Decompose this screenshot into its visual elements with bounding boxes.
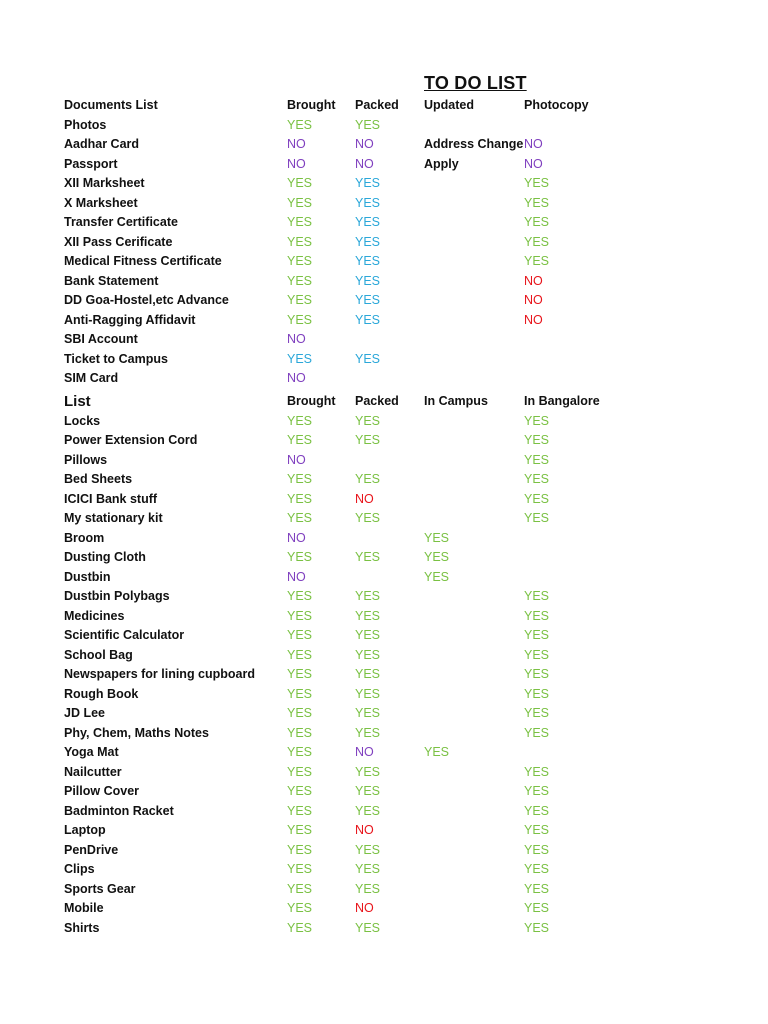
- item-label: PenDrive: [64, 842, 119, 857]
- documents-column-header: Documents List: [64, 98, 158, 112]
- status-value: YES: [355, 472, 381, 486]
- table-row: [0, 431, 768, 451]
- status-value: YES: [287, 667, 313, 681]
- item-label: XII Marksheet: [64, 176, 145, 190]
- documents-column-header: Packed: [355, 98, 399, 112]
- status-value: YES: [524, 842, 550, 857]
- status-value: YES: [287, 589, 313, 603]
- item-label: Bed Sheets: [64, 472, 133, 486]
- table-row: [0, 841, 768, 861]
- item-label: Pillows: [64, 452, 108, 467]
- table-row: [0, 451, 768, 471]
- table-row: [0, 646, 768, 666]
- status-value: YES: [524, 195, 550, 210]
- items-column-header: In Campus: [424, 394, 488, 408]
- table-row: [0, 685, 768, 705]
- table-row: [0, 291, 768, 311]
- item-label: ICICI Bank stuff: [64, 491, 158, 506]
- status-value: NO: [355, 823, 374, 837]
- status-value: YES: [287, 608, 313, 623]
- table-row: [0, 350, 768, 370]
- table-row: [0, 763, 768, 783]
- status-value: YES: [287, 823, 313, 837]
- items-column-header: In Bangalore: [524, 394, 600, 408]
- item-label: X Marksheet: [64, 195, 138, 210]
- status-value: YES: [524, 764, 550, 779]
- item-label: Rough Book: [64, 686, 139, 701]
- status-value: NO: [355, 901, 374, 915]
- table-row: [0, 509, 768, 529]
- status-value: NO: [287, 530, 306, 545]
- table-row: [0, 311, 768, 331]
- table-row: [0, 821, 768, 841]
- status-value: YES: [287, 628, 313, 642]
- table-row: [0, 724, 768, 744]
- status-value: YES: [355, 293, 381, 307]
- item-label: SIM Card: [64, 371, 119, 385]
- status-value: YES: [355, 764, 381, 779]
- table-row: [0, 802, 768, 822]
- table-row: [0, 919, 768, 939]
- table-row: [0, 233, 768, 253]
- status-value: YES: [355, 647, 381, 662]
- documents-header-row: [0, 96, 768, 116]
- status-value: YES: [355, 195, 381, 210]
- item-label: Pillow Cover: [64, 784, 140, 798]
- item-label: XII Pass Cerificate: [64, 234, 173, 249]
- item-label: Bank Statement: [64, 273, 159, 288]
- table-row: [0, 529, 768, 549]
- table-row: [0, 490, 768, 510]
- table-row: [0, 135, 768, 155]
- table-row: [0, 860, 768, 880]
- status-value: Address Change: [424, 137, 524, 151]
- table-row: [0, 194, 768, 214]
- status-value: YES: [287, 176, 313, 190]
- status-value: YES: [287, 215, 313, 229]
- status-value: NO: [287, 452, 306, 467]
- item-label: Anti-Ragging Affidavit: [64, 312, 196, 327]
- status-value: YES: [287, 491, 313, 506]
- status-value: YES: [524, 491, 550, 506]
- table-row: [0, 155, 768, 175]
- status-value: YES: [287, 234, 313, 249]
- item-label: Power Extension Cord: [64, 433, 198, 447]
- item-label: Nailcutter: [64, 764, 122, 779]
- status-value: YES: [287, 745, 313, 759]
- status-value: YES: [287, 195, 313, 210]
- table-row: [0, 252, 768, 272]
- status-value: YES: [287, 273, 313, 288]
- status-value: YES: [287, 686, 313, 701]
- status-value: NO: [355, 156, 374, 171]
- status-value: YES: [524, 589, 550, 603]
- item-label: School Bag: [64, 647, 133, 662]
- status-value: YES: [287, 862, 313, 876]
- item-label: Dustbin: [64, 569, 111, 584]
- status-value: NO: [287, 332, 306, 346]
- status-value: YES: [524, 511, 550, 525]
- table-row: [0, 568, 768, 588]
- status-value: NO: [524, 273, 543, 288]
- table-row: [0, 899, 768, 919]
- status-value: YES: [287, 784, 313, 798]
- status-value: NO: [524, 137, 543, 151]
- status-value: YES: [287, 901, 313, 915]
- status-value: YES: [287, 293, 313, 307]
- status-value: YES: [287, 433, 313, 447]
- status-value: YES: [424, 745, 450, 759]
- status-value: YES: [287, 413, 313, 428]
- table-row: [0, 369, 768, 389]
- status-value: YES: [287, 920, 313, 935]
- item-label: Clips: [64, 862, 95, 876]
- table-row: [0, 470, 768, 490]
- status-value: YES: [287, 312, 313, 327]
- item-label: Laptop: [64, 823, 106, 837]
- status-value: YES: [355, 413, 381, 428]
- items-column-header: List: [64, 393, 91, 410]
- status-value: YES: [287, 254, 313, 268]
- table-row: [0, 626, 768, 646]
- status-value: YES: [524, 176, 550, 190]
- table-row: [0, 412, 768, 432]
- status-value: YES: [355, 686, 381, 701]
- item-label: SBI Account: [64, 332, 138, 346]
- status-value: NO: [355, 491, 374, 506]
- status-value: YES: [287, 764, 313, 779]
- status-value: YES: [524, 628, 550, 642]
- item-label: Yoga Mat: [64, 745, 119, 759]
- items-column-header: Packed: [355, 394, 399, 408]
- item-label: Transfer Certificate: [64, 215, 178, 229]
- status-value: YES: [524, 823, 550, 837]
- table-row: [0, 782, 768, 802]
- item-label: Dusting Cloth: [64, 550, 146, 564]
- status-value: NO: [287, 569, 306, 584]
- status-value: YES: [355, 862, 381, 876]
- table-row: [0, 174, 768, 194]
- table-row: [0, 213, 768, 233]
- status-value: YES: [355, 215, 381, 229]
- item-label: Photos: [64, 117, 107, 132]
- status-value: YES: [355, 234, 381, 249]
- status-value: YES: [524, 686, 550, 701]
- table-row: [0, 880, 768, 900]
- status-value: YES: [524, 472, 550, 486]
- table-row: [0, 607, 768, 627]
- status-value: YES: [355, 550, 381, 564]
- status-value: YES: [355, 351, 381, 366]
- status-value: YES: [355, 842, 381, 857]
- status-value: YES: [355, 608, 381, 623]
- status-value: YES: [355, 725, 381, 740]
- item-label: Badminton Racket: [64, 803, 174, 818]
- item-label: Aadhar Card: [64, 137, 140, 151]
- documents-column-header: Photocopy: [524, 98, 589, 112]
- status-value: YES: [524, 254, 550, 268]
- item-label: Locks: [64, 413, 101, 428]
- item-label: DD Goa-Hostel,etc Advance: [64, 293, 229, 307]
- item-label: Scientific Calculator: [64, 628, 185, 642]
- item-label: Medical Fitness Certificate: [64, 254, 222, 268]
- status-value: YES: [287, 842, 313, 857]
- status-value: YES: [424, 530, 450, 545]
- status-value: Apply: [424, 156, 459, 171]
- status-value: YES: [355, 881, 381, 896]
- status-value: YES: [424, 550, 450, 564]
- item-label: Phy, Chem, Maths Notes: [64, 725, 209, 740]
- status-value: YES: [524, 234, 550, 249]
- status-value: YES: [287, 550, 313, 564]
- status-value: YES: [355, 667, 381, 681]
- status-value: NO: [355, 745, 374, 759]
- status-value: YES: [355, 176, 381, 190]
- status-value: YES: [287, 511, 313, 525]
- status-value: NO: [524, 293, 543, 307]
- status-value: YES: [287, 117, 313, 132]
- table-row: [0, 548, 768, 568]
- item-label: Ticket to Campus: [64, 351, 168, 366]
- table-row: [0, 272, 768, 292]
- status-value: YES: [287, 706, 313, 720]
- status-value: YES: [524, 215, 550, 229]
- status-value: YES: [524, 413, 550, 428]
- items-header-row: [0, 392, 768, 412]
- status-value: YES: [524, 433, 550, 447]
- table-row: [0, 587, 768, 607]
- status-value: YES: [355, 784, 381, 798]
- item-label: Newspapers for lining cupboard: [64, 667, 255, 681]
- status-value: YES: [524, 725, 550, 740]
- status-value: YES: [355, 803, 381, 818]
- status-value: NO: [287, 371, 306, 385]
- item-label: Medicines: [64, 608, 125, 623]
- page-title: TO DO LIST: [424, 73, 527, 93]
- items-column-header: Brought: [287, 394, 336, 408]
- status-value: NO: [287, 137, 306, 151]
- status-value: YES: [355, 312, 381, 327]
- status-value: YES: [355, 117, 381, 132]
- table-row: [0, 704, 768, 724]
- status-value: YES: [424, 569, 450, 584]
- status-value: NO: [287, 156, 306, 171]
- item-label: Dustbin Polybags: [64, 589, 170, 603]
- status-value: YES: [524, 608, 550, 623]
- item-label: Sports Gear: [64, 881, 136, 896]
- status-value: YES: [355, 589, 381, 603]
- item-label: Shirts: [64, 920, 100, 935]
- status-value: YES: [524, 881, 550, 896]
- status-value: YES: [355, 511, 381, 525]
- status-value: YES: [355, 433, 381, 447]
- status-value: YES: [355, 273, 381, 288]
- item-label: JD Lee: [64, 706, 105, 720]
- status-value: YES: [355, 706, 381, 720]
- table-row: [0, 116, 768, 136]
- status-value: YES: [524, 862, 550, 876]
- status-value: YES: [287, 725, 313, 740]
- status-value: NO: [524, 312, 543, 327]
- status-value: YES: [524, 803, 550, 818]
- status-value: YES: [355, 920, 381, 935]
- status-value: YES: [524, 706, 550, 720]
- status-value: YES: [355, 628, 381, 642]
- documents-column-header: Updated: [424, 98, 474, 112]
- status-value: YES: [524, 784, 550, 798]
- status-value: YES: [524, 647, 550, 662]
- status-value: YES: [524, 452, 550, 467]
- status-value: YES: [287, 647, 313, 662]
- status-value: YES: [524, 667, 550, 681]
- item-label: Broom: [64, 530, 105, 545]
- item-label: Mobile: [64, 901, 104, 915]
- table-row: [0, 665, 768, 685]
- documents-column-header: Brought: [287, 98, 336, 112]
- status-value: YES: [287, 351, 313, 366]
- status-value: YES: [287, 472, 313, 486]
- status-value: YES: [524, 920, 550, 935]
- item-label: My stationary kit: [64, 511, 163, 525]
- table-row: [0, 743, 768, 763]
- status-value: NO: [524, 156, 543, 171]
- table-row: [0, 330, 768, 350]
- status-value: NO: [355, 137, 374, 151]
- status-value: YES: [355, 254, 381, 268]
- status-value: YES: [287, 803, 313, 818]
- status-value: YES: [524, 901, 550, 915]
- status-value: YES: [287, 881, 313, 896]
- item-label: Passport: [64, 156, 118, 171]
